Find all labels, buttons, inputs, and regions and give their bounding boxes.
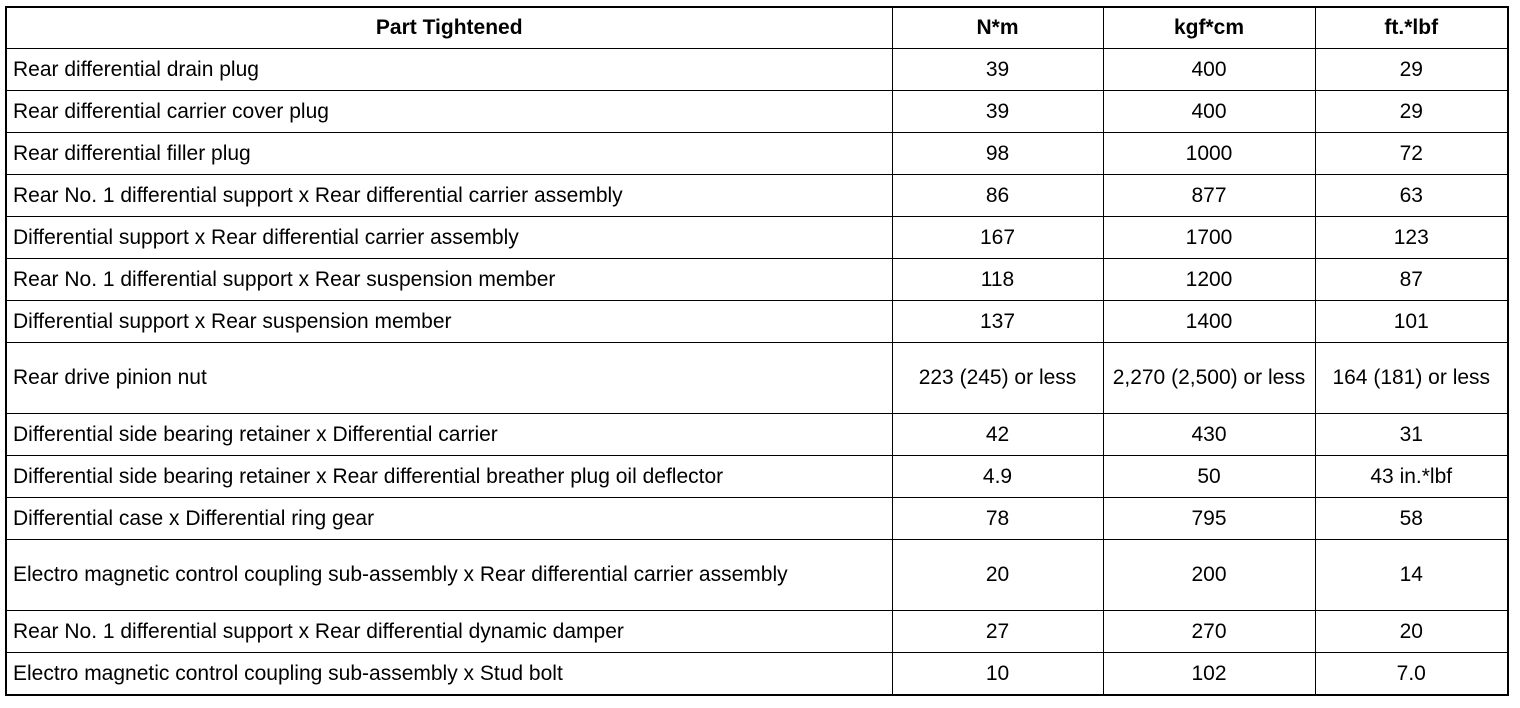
cell-ft-lbf: 29	[1315, 49, 1508, 91]
table-row	[6, 540, 1508, 611]
cell-kgf-cm: 1200	[1103, 259, 1315, 301]
cell-nm: 10	[892, 653, 1103, 696]
table-row	[6, 611, 1508, 653]
cell-kgf-cm: 2,270 (2,500) or less	[1103, 343, 1315, 414]
cell-part: Electro magnetic control coupling sub-assembly x Stud bolt	[6, 653, 892, 696]
cell-nm: 137	[892, 301, 1103, 343]
cell-nm: 39	[892, 49, 1103, 91]
table-row	[6, 133, 1508, 175]
cell-ft-lbf: 31	[1315, 414, 1508, 456]
cell-part: Differential support x Rear suspension member	[6, 301, 892, 343]
table-row	[6, 175, 1508, 217]
table-row	[6, 653, 1508, 696]
table-row	[6, 456, 1508, 498]
cell-kgf-cm: 430	[1103, 414, 1315, 456]
cell-part: Rear differential filler plug	[6, 133, 892, 175]
header-ft-lbf: ft.*lbf	[1315, 7, 1508, 49]
cell-kgf-cm: 200	[1103, 540, 1315, 611]
cell-nm: 118	[892, 259, 1103, 301]
cell-kgf-cm: 1400	[1103, 301, 1315, 343]
cell-kgf-cm: 795	[1103, 498, 1315, 540]
cell-ft-lbf: 7.0	[1315, 653, 1508, 696]
cell-ft-lbf: 72	[1315, 133, 1508, 175]
cell-part: Rear No. 1 differential support x Rear suspension member	[6, 259, 892, 301]
cell-part: Differential side bearing retainer x Differential carrier	[6, 414, 892, 456]
cell-nm: 42	[892, 414, 1103, 456]
table-row	[6, 414, 1508, 456]
table-row	[6, 301, 1508, 343]
torque-spec-table	[5, 6, 1509, 696]
cell-kgf-cm: 1000	[1103, 133, 1315, 175]
header-kgf-cm: kgf*cm	[1103, 7, 1315, 49]
cell-nm: 20	[892, 540, 1103, 611]
cell-part: Differential side bearing retainer x Rear differential breather plug oil deflector	[6, 456, 892, 498]
cell-part: Rear differential carrier cover plug	[6, 91, 892, 133]
cell-kgf-cm: 102	[1103, 653, 1315, 696]
table-row	[6, 498, 1508, 540]
table-header-row	[6, 7, 1508, 49]
table-row	[6, 49, 1508, 91]
cell-ft-lbf: 29	[1315, 91, 1508, 133]
torque-spec-table-container	[5, 6, 1509, 696]
cell-ft-lbf: 123	[1315, 217, 1508, 259]
cell-ft-lbf: 87	[1315, 259, 1508, 301]
table-row	[6, 217, 1508, 259]
cell-nm: 39	[892, 91, 1103, 133]
cell-kgf-cm: 1700	[1103, 217, 1315, 259]
cell-nm: 98	[892, 133, 1103, 175]
cell-nm: 27	[892, 611, 1103, 653]
cell-kgf-cm: 270	[1103, 611, 1315, 653]
header-part-tightened: Part Tightened	[6, 7, 892, 49]
header-nm: N*m	[892, 7, 1103, 49]
table-row	[6, 343, 1508, 414]
cell-kgf-cm: 400	[1103, 49, 1315, 91]
cell-part: Rear No. 1 differential support x Rear differential carrier assembly	[6, 175, 892, 217]
cell-ft-lbf: 43 in.*lbf	[1315, 456, 1508, 498]
cell-nm: 78	[892, 498, 1103, 540]
cell-kgf-cm: 50	[1103, 456, 1315, 498]
cell-nm: 167	[892, 217, 1103, 259]
cell-ft-lbf: 14	[1315, 540, 1508, 611]
cell-ft-lbf: 63	[1315, 175, 1508, 217]
cell-kgf-cm: 400	[1103, 91, 1315, 133]
cell-part: Rear drive pinion nut	[6, 343, 892, 414]
cell-part: Electro magnetic control coupling sub-assembly x Rear differential carrier assembly	[6, 540, 892, 611]
cell-kgf-cm: 877	[1103, 175, 1315, 217]
table-row	[6, 91, 1508, 133]
cell-part: Differential support x Rear differential carrier assembly	[6, 217, 892, 259]
cell-ft-lbf: 101	[1315, 301, 1508, 343]
table-row	[6, 259, 1508, 301]
cell-nm: 223 (245) or less	[892, 343, 1103, 414]
cell-ft-lbf: 20	[1315, 611, 1508, 653]
cell-nm: 4.9	[892, 456, 1103, 498]
cell-part: Rear differential drain plug	[6, 49, 892, 91]
cell-part: Rear No. 1 differential support x Rear differential dynamic damper	[6, 611, 892, 653]
cell-ft-lbf: 164 (181) or less	[1315, 343, 1508, 414]
cell-ft-lbf: 58	[1315, 498, 1508, 540]
cell-nm: 86	[892, 175, 1103, 217]
cell-part: Differential case x Differential ring gear	[6, 498, 892, 540]
